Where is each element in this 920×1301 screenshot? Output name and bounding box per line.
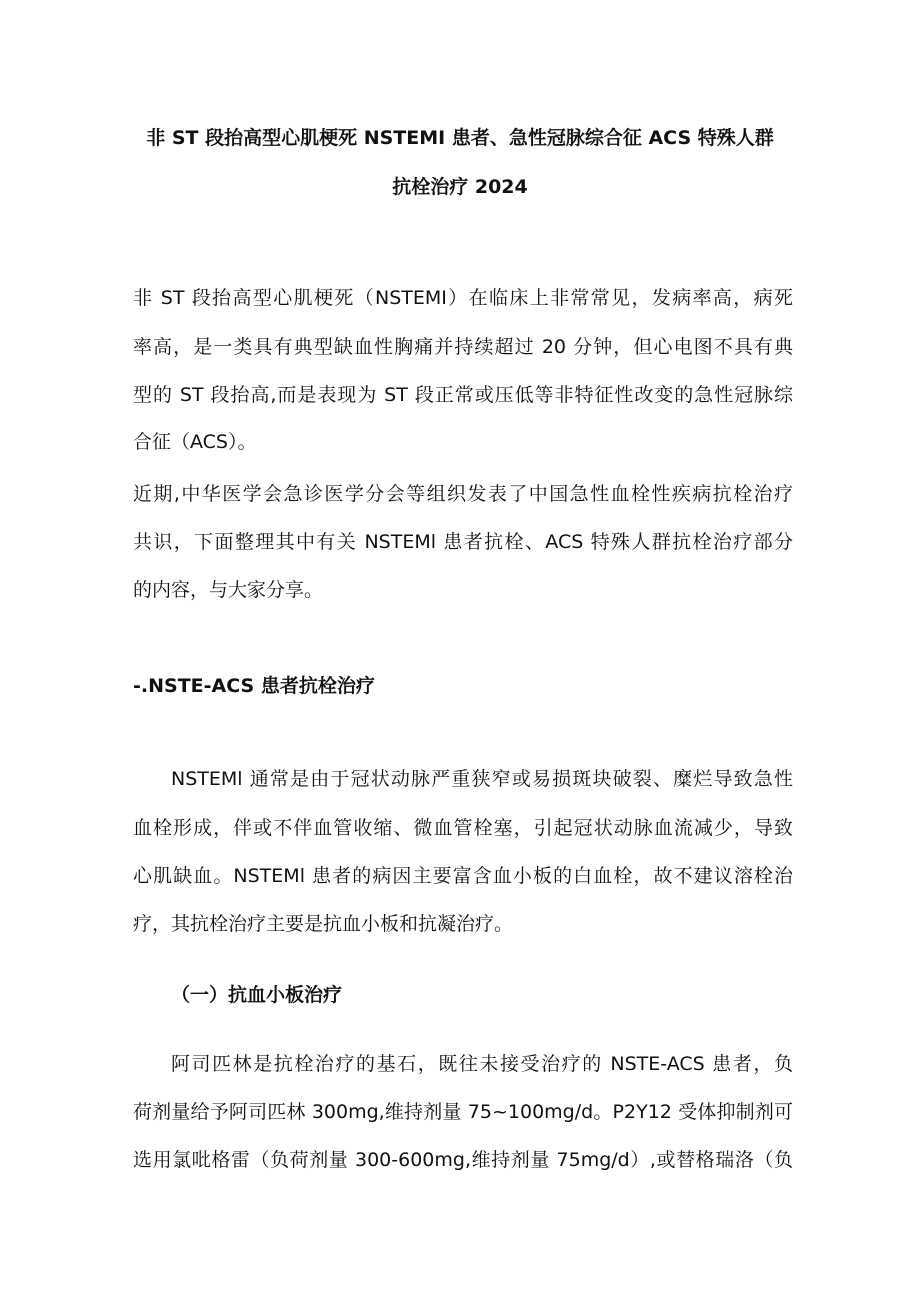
paragraph-line: 型的 ST 段抬高,而是表现为 ST 段正常或压低等非特征性改变的急性冠脉综 bbox=[133, 384, 793, 406]
paragraph-line: 近期,中华医学会急诊医学分会等组织发表了中国急性血栓性疾病抗栓治疗 bbox=[133, 483, 793, 505]
document-title-line-1: 非 ST 段抬高型心肌梗死 NSTEMI 患者、急性冠脉综合征 ACS 特殊人群 bbox=[146, 127, 774, 149]
paragraph-line: 疗，其抗栓治疗主要是抗血小板和抗凝治疗。 bbox=[133, 913, 514, 935]
paragraph-line: 的内容，与大家分享。 bbox=[133, 579, 324, 601]
paragraph-line: 血栓形成，伴或不伴血管收缩、微血管栓塞，引起冠状动脉血流减少，导致 bbox=[133, 817, 793, 839]
document-title-line-2: 抗栓治疗 2024 bbox=[392, 176, 528, 198]
paragraph-line: 选用氯吡格雷（负荷剂量 300-600mg,维持剂量 75mg/d）,或替格瑞洛（负 bbox=[133, 1149, 793, 1171]
paragraph-line: 非 ST 段抬高型心肌梗死（NSTEMI）在临床上非常常见，发病率高，病死 bbox=[133, 287, 793, 309]
paragraph-line: 率高，是一类具有典型缺血性胸痛并持续超过 20 分钟，但心电图不具有典 bbox=[133, 336, 793, 358]
paragraph-line: NSTEMl 通常是由于冠状动脉严重狭窄或易损斑块破裂、糜烂导致急性 bbox=[171, 768, 793, 790]
section-1-heading: -.NSTE-ACS 患者抗栓治疗 bbox=[133, 675, 375, 697]
paragraph-line: 荷剂量给予阿司匹林 300mg,维持剂量 75~100mg∕d。P2Y12 受体抑制剂可 bbox=[133, 1101, 793, 1123]
paragraph-line: 心肌缺血。NSTEMl 患者的病因主要富含血小板的白血栓，故不建议溶栓治 bbox=[133, 865, 793, 887]
paragraph-line: 阿司匹林是抗栓治疗的基石，既往未接受治疗的 NSTE-ACS 患者，负 bbox=[171, 1053, 793, 1075]
subsection-1-heading: （一）抗血小板治疗 bbox=[171, 984, 343, 1006]
paragraph-line: 共识，下面整理其中有关 NSTEMl 患者抗栓、ACS 特殊人群抗栓治疗部分 bbox=[133, 531, 793, 553]
paragraph-line: 合征（ACS）。 bbox=[133, 431, 257, 453]
